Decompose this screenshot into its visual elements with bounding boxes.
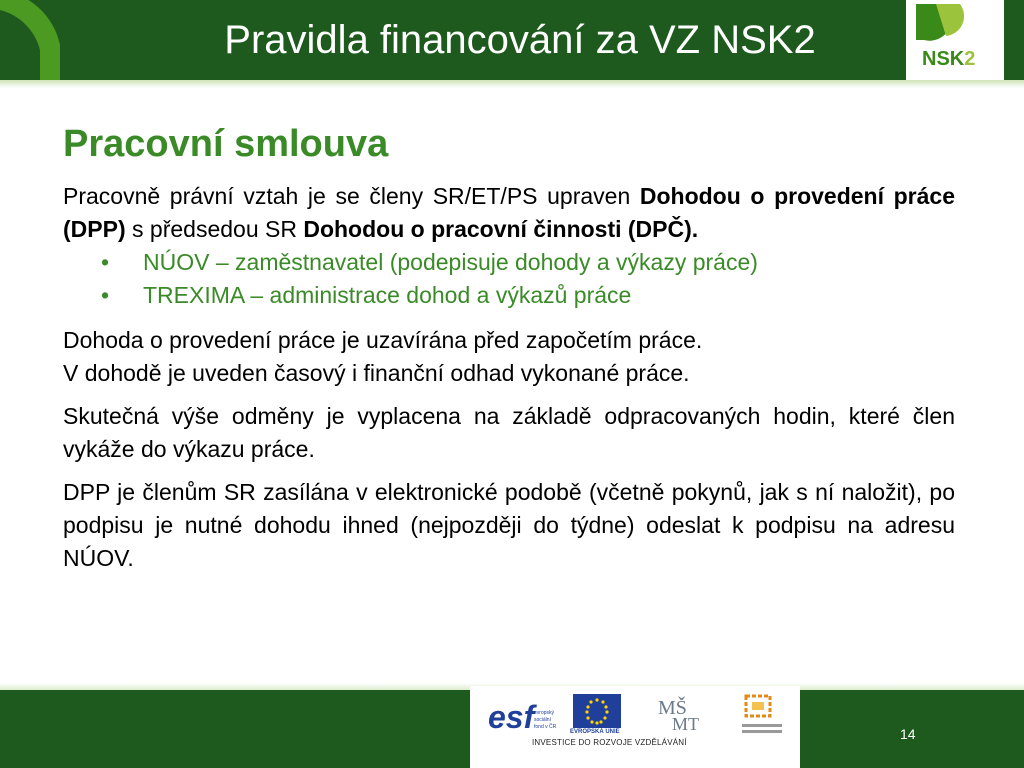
eu-label: EVROPSKÁ UNIE — [570, 729, 620, 735]
slide-title: Pravidla financování za VZ NSK2 — [224, 18, 816, 62]
paragraph-reward: Skutečná výše odměny je vyplacena na základě odpracovaných hodin, které člen vykáže do výkazu práce. — [63, 403, 955, 462]
footer-logo-strip — [470, 686, 800, 768]
intro-bold-dpp: Dohodou o provedení práce (DPP) — [63, 183, 955, 242]
svg-text:sociální: sociální — [534, 717, 551, 723]
header-stripe — [0, 80, 1024, 88]
intro-bold-dpc: Dohodou o pracovní činnosti (DPČ). — [303, 216, 699, 242]
paragraph-intro — [63, 180, 955, 246]
paragraph-delivery: DPP je členům SR zasílána v elektronické podobě (včetně pokynů, jak s ní naložit), po podpisu je nutné dohodu ihned (nejpozději do týdne) odeslat k podpisu na adresu NÚOV. — [63, 479, 955, 571]
bullet-item: • TREXIMA – administrace dohod a výkazů práce — [101, 279, 955, 312]
svg-text:esf: esf — [488, 699, 535, 735]
intro-text-2: s předsedou SR — [125, 216, 304, 242]
op-logo — [738, 694, 786, 738]
bullet-list — [63, 246, 955, 312]
svg-text:fond v ČR: fond v ČR — [534, 724, 557, 730]
eu-flag-icon — [573, 694, 621, 728]
page-number: 14 — [900, 726, 916, 742]
esf-logo — [488, 696, 566, 738]
logo-text: NSK2 — [922, 48, 976, 70]
bullet-item: • NÚOV – zaměstnavatel (podepisuje dohody a výkazy práce) — [101, 246, 955, 279]
intro-text-1: Pracovně právní vztah je se členy SR/ET/PS upraven — [63, 183, 640, 209]
bullet-icon: • — [101, 282, 110, 308]
slide-body — [63, 180, 955, 575]
invest-label: INVESTICE DO ROZVOJE VZDĚLÁVÁNÍ — [532, 738, 687, 747]
msmt-logo — [650, 692, 720, 738]
svg-text:evropský: evropský — [534, 710, 555, 716]
svg-text:MŠ: MŠ — [658, 697, 687, 719]
bullet-icon: • — [101, 249, 110, 275]
slide-heading: Pracovní smlouva — [63, 123, 389, 165]
paragraph-dpp-timing: Dohoda o provedení práce je uzavírána před započetím práce. V dohodě je uveden časový i finanční odhad vykonané práce. — [63, 327, 703, 386]
nsk2-logo — [906, 0, 1004, 80]
svg-text:MT: MT — [672, 714, 699, 734]
